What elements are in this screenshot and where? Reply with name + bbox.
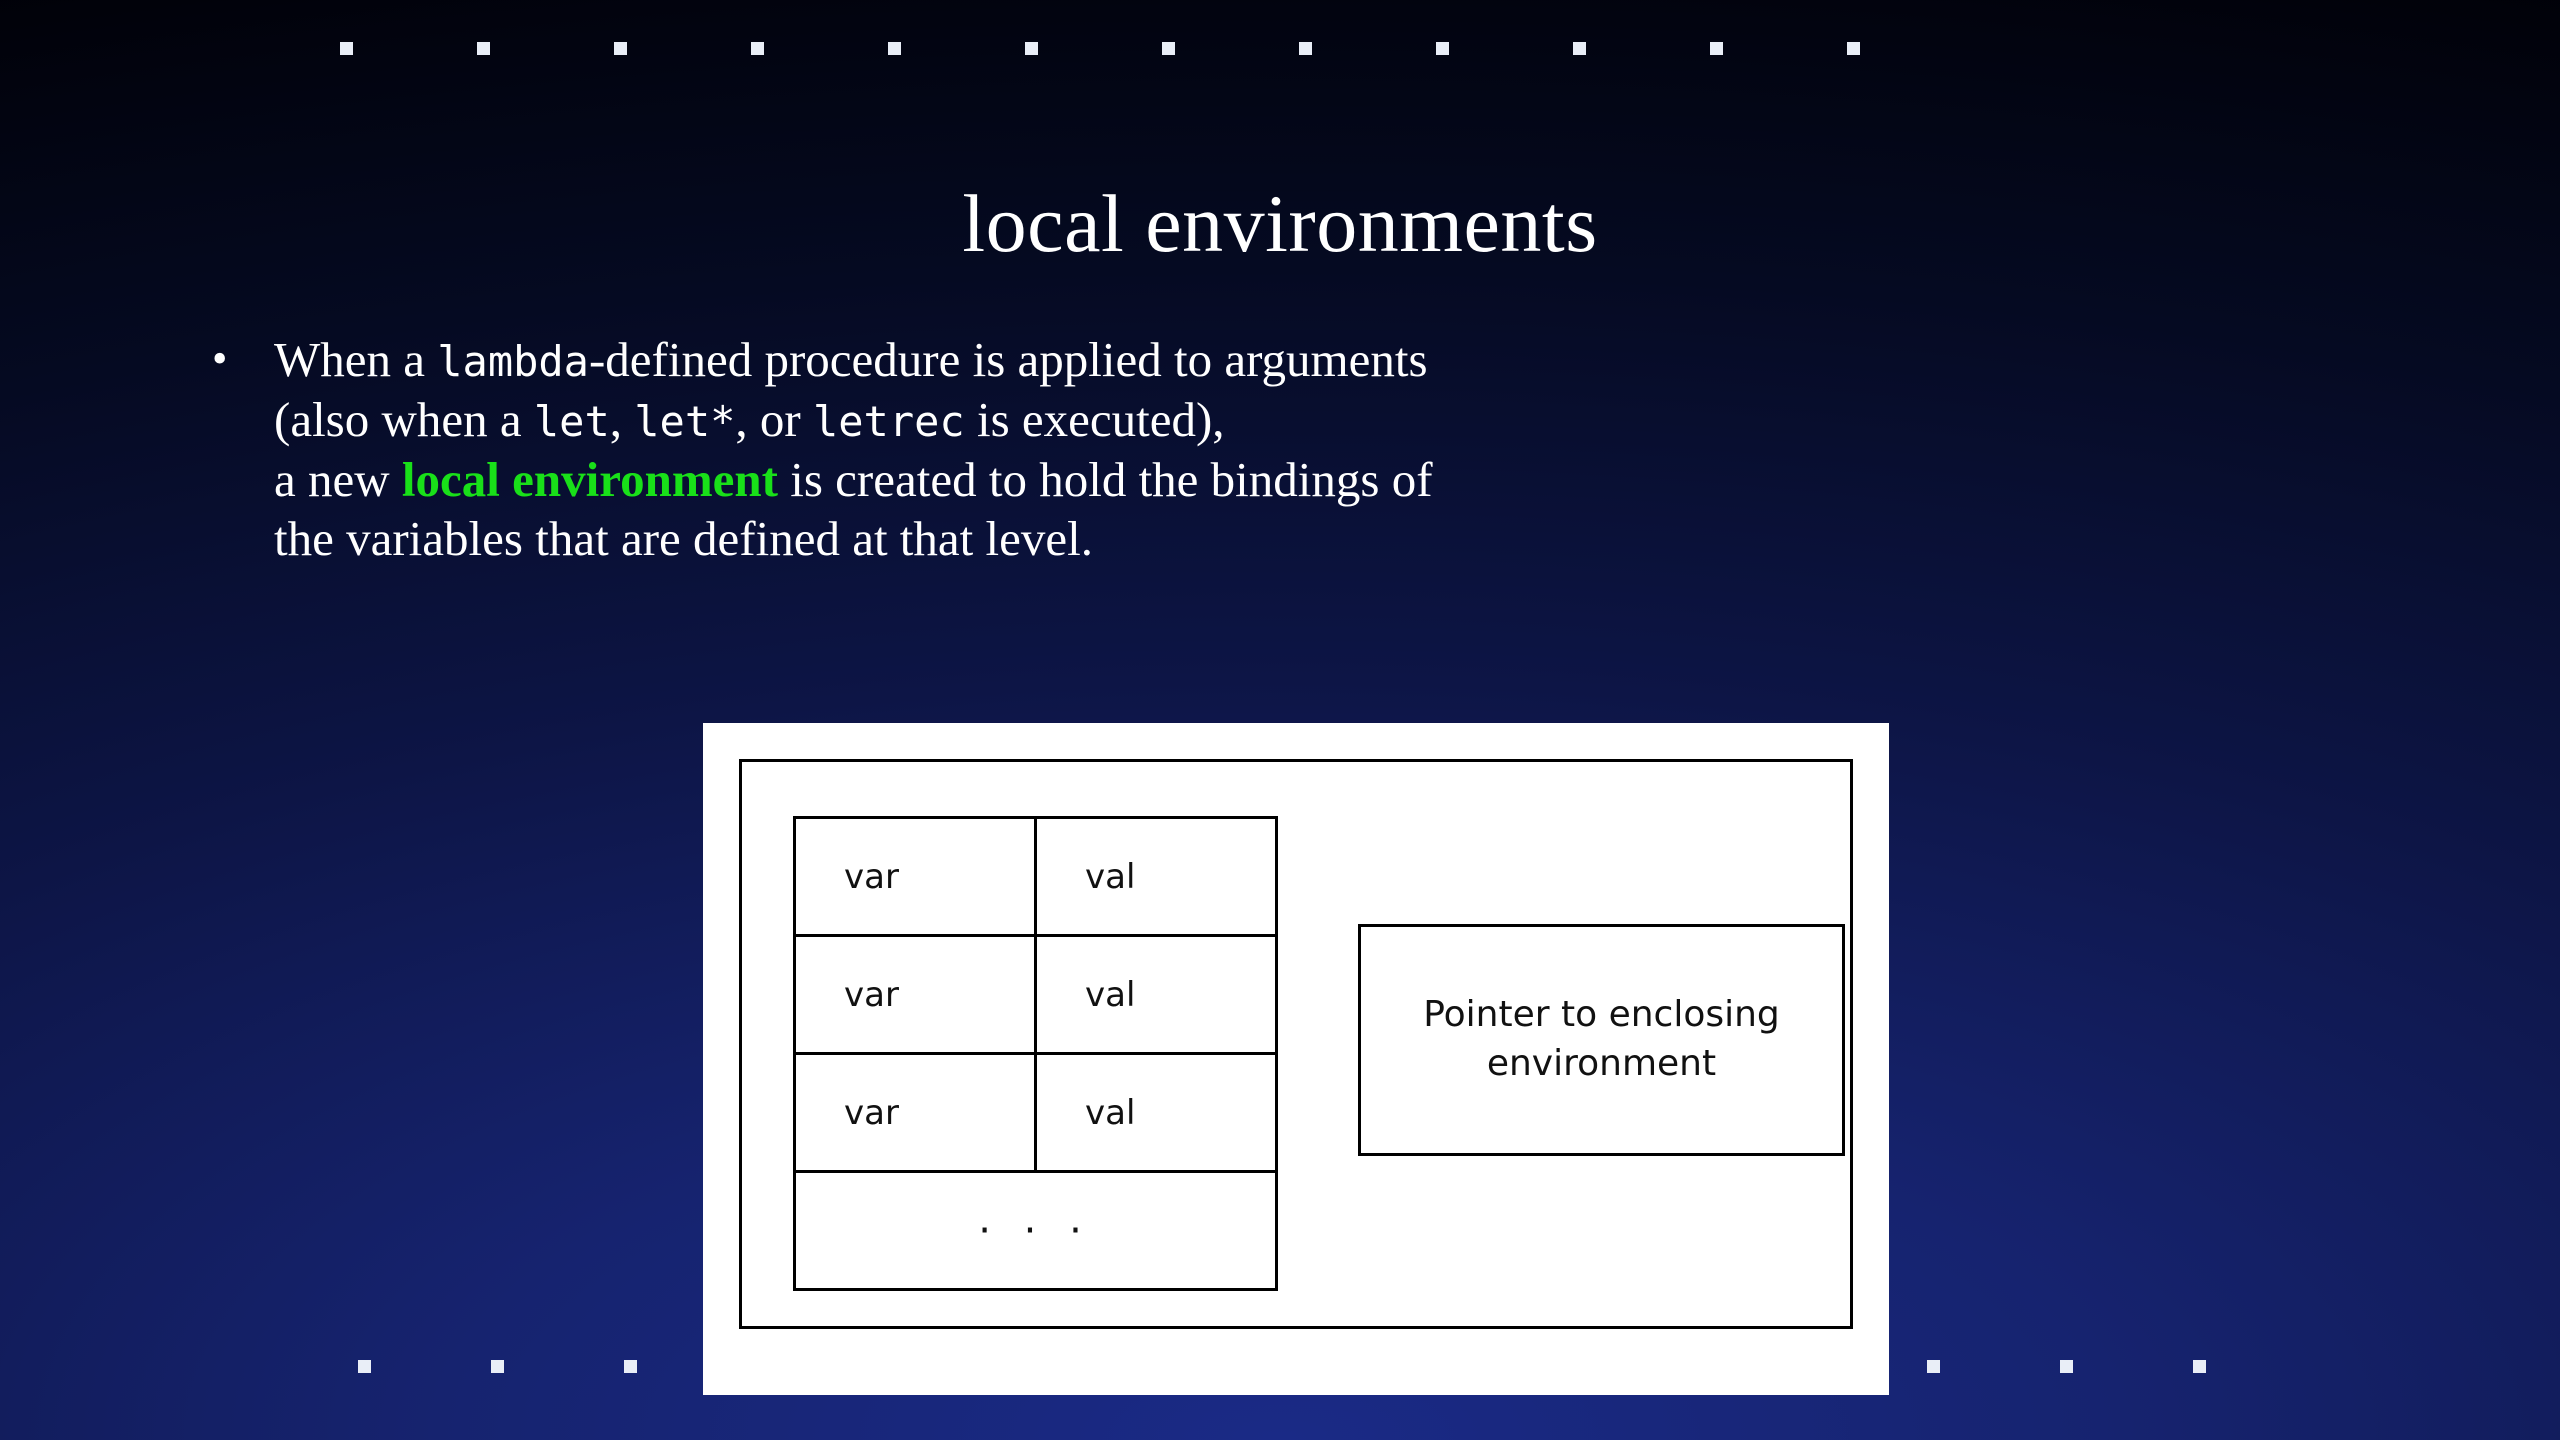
environment-diagram — [703, 723, 1889, 1395]
decor-dot — [624, 1360, 637, 1373]
decor-dot — [340, 42, 353, 55]
decor-dot — [2060, 1360, 2073, 1373]
bullet-text-segment: , — [609, 391, 635, 447]
enclosing-environment-pointer-box — [1358, 924, 1845, 1156]
decor-dot — [1025, 42, 1038, 55]
decor-dot — [1847, 42, 1860, 55]
decor-dot — [491, 1360, 504, 1373]
bullet-text — [274, 330, 2390, 569]
bullet-line-2 — [274, 390, 2390, 450]
bullet-line-1 — [274, 330, 2390, 390]
code-let: let — [533, 396, 610, 446]
decor-dot — [1436, 42, 1449, 55]
decor-dot — [614, 42, 627, 55]
bullet-text-segment: is executed), — [964, 391, 1225, 447]
ellipsis-cell: · · · — [795, 1172, 1277, 1290]
bullet-text-segment: When a — [274, 332, 438, 387]
bullet-item — [200, 330, 2390, 569]
code-let-star: let* — [634, 396, 736, 446]
decor-dot — [751, 42, 764, 55]
bullet-block — [200, 330, 2390, 569]
bullet-text-segment: is created to hold the bindings of — [777, 451, 1433, 507]
bindings-table — [793, 816, 1278, 1291]
binding-val: val — [1036, 1054, 1277, 1172]
table-row-ellipsis — [795, 1172, 1277, 1290]
page-title: local environments — [962, 177, 1598, 269]
decor-dot — [477, 42, 490, 55]
bullet-marker: • — [212, 334, 228, 383]
decor-dot — [358, 1360, 371, 1373]
bullet-line-4: the variables that are defined at that level. — [274, 511, 1094, 567]
pointer-line-1: Pointer to enclosing — [1423, 994, 1780, 1036]
pointer-line-2: environment — [1486, 1043, 1717, 1084]
binding-var: var — [795, 936, 1036, 1054]
pointer-text — [1423, 991, 1780, 1088]
decor-dot — [888, 42, 901, 55]
table-row — [795, 1054, 1277, 1172]
decor-dot — [1927, 1360, 1940, 1373]
diagram-outer-frame — [739, 759, 1853, 1329]
top-dot-decoration — [0, 42, 2560, 62]
table-row — [795, 936, 1277, 1054]
decor-dot — [1162, 42, 1175, 55]
binding-var: var — [795, 1054, 1036, 1172]
decor-dot — [1573, 42, 1586, 55]
table-row — [795, 818, 1277, 936]
binding-val: val — [1036, 936, 1277, 1054]
bullet-text-segment: (also when a — [274, 391, 534, 447]
code-letrec: letrec — [812, 396, 965, 446]
binding-val: val — [1036, 818, 1277, 936]
code-lambda: lambda — [437, 337, 589, 386]
bullet-line-3 — [274, 450, 2390, 510]
decor-dot — [2193, 1360, 2206, 1373]
bullet-text-segment: a new — [274, 451, 402, 507]
binding-var: var — [795, 818, 1036, 936]
decor-dot — [1710, 42, 1723, 55]
decor-dot — [1299, 42, 1312, 55]
bullet-text-segment: , or — [735, 391, 813, 447]
highlight-local-environment: local environment — [401, 451, 778, 507]
bullet-text-segment: -defined procedure is applied to arguments — [588, 332, 1428, 387]
